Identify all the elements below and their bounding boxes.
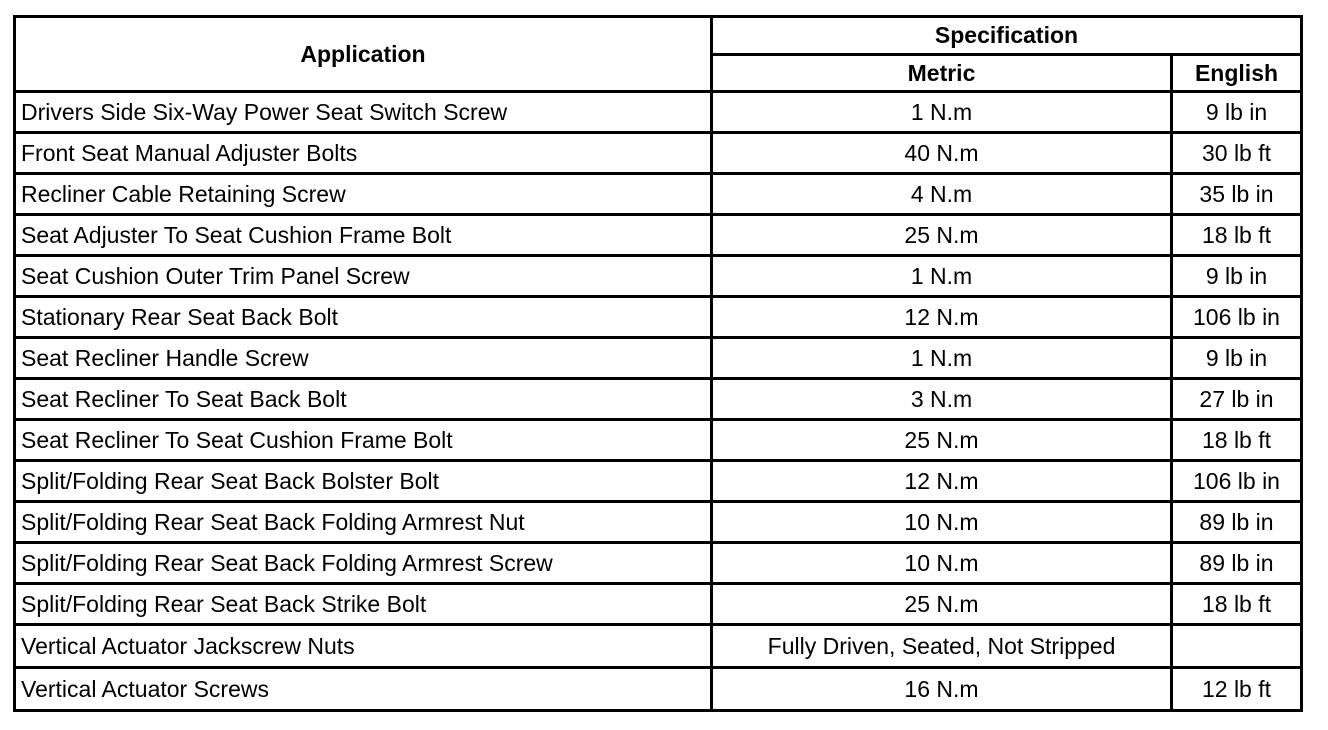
table-row [15, 297, 1302, 338]
application-cell: Front Seat Manual Adjuster Bolts [15, 133, 712, 174]
table-row [15, 502, 1302, 543]
metric-cell: 10 N.m [712, 543, 1172, 584]
application-cell: Vertical Actuator Jackscrew Nuts [15, 625, 712, 668]
table-row [15, 461, 1302, 502]
table-row [15, 543, 1302, 584]
table-row [15, 379, 1302, 420]
metric-cell: 25 N.m [712, 584, 1172, 625]
metric-cell: 40 N.m [712, 133, 1172, 174]
metric-cell: 12 N.m [712, 297, 1172, 338]
torque-spec-table [13, 15, 1303, 712]
metric-cell: 10 N.m [712, 502, 1172, 543]
application-cell: Seat Cushion Outer Trim Panel Screw [15, 256, 712, 297]
application-header: Application [15, 17, 712, 92]
english-cell: 18 lb ft [1172, 215, 1302, 256]
application-cell: Vertical Actuator Screws [15, 668, 712, 711]
english-cell: 9 lb in [1172, 92, 1302, 133]
metric-cell: 12 N.m [712, 461, 1172, 502]
application-cell: Drivers Side Six-Way Power Seat Switch Screw [15, 92, 712, 133]
table-row [15, 668, 1302, 711]
metric-cell: 16 N.m [712, 668, 1172, 711]
application-cell: Split/Folding Rear Seat Back Strike Bolt [15, 584, 712, 625]
table-row [15, 174, 1302, 215]
specification-header: Specification [712, 17, 1302, 55]
application-cell: Recliner Cable Retaining Screw [15, 174, 712, 215]
table-row [15, 420, 1302, 461]
table-row [15, 625, 1302, 668]
english-header: English [1172, 55, 1302, 92]
application-cell: Split/Folding Rear Seat Back Folding Armrest Screw [15, 543, 712, 584]
table-row [15, 256, 1302, 297]
application-cell: Seat Adjuster To Seat Cushion Frame Bolt [15, 215, 712, 256]
english-cell: 89 lb in [1172, 543, 1302, 584]
metric-cell: 1 N.m [712, 92, 1172, 133]
english-cell: 9 lb in [1172, 256, 1302, 297]
english-cell [1172, 625, 1302, 668]
metric-header: Metric [712, 55, 1172, 92]
english-cell: 89 lb in [1172, 502, 1302, 543]
metric-cell: 4 N.m [712, 174, 1172, 215]
table-row [15, 215, 1302, 256]
table-row [15, 584, 1302, 625]
application-cell: Seat Recliner To Seat Cushion Frame Bolt [15, 420, 712, 461]
metric-cell: 1 N.m [712, 256, 1172, 297]
english-cell: 18 lb ft [1172, 584, 1302, 625]
application-cell: Seat Recliner To Seat Back Bolt [15, 379, 712, 420]
metric-cell: 25 N.m [712, 420, 1172, 461]
english-cell: 106 lb in [1172, 297, 1302, 338]
table-row [15, 92, 1302, 133]
english-cell: 18 lb ft [1172, 420, 1302, 461]
metric-cell: 3 N.m [712, 379, 1172, 420]
application-cell: Split/Folding Rear Seat Back Folding Armrest Nut [15, 502, 712, 543]
table-row [15, 338, 1302, 379]
metric-cell: 1 N.m [712, 338, 1172, 379]
english-cell: 106 lb in [1172, 461, 1302, 502]
table-row [15, 133, 1302, 174]
english-cell: 9 lb in [1172, 338, 1302, 379]
english-cell: 35 lb in [1172, 174, 1302, 215]
application-cell: Seat Recliner Handle Screw [15, 338, 712, 379]
metric-cell: 25 N.m [712, 215, 1172, 256]
application-cell: Stationary Rear Seat Back Bolt [15, 297, 712, 338]
english-cell: 12 lb ft [1172, 668, 1302, 711]
english-cell: 30 lb ft [1172, 133, 1302, 174]
application-cell: Split/Folding Rear Seat Back Bolster Bolt [15, 461, 712, 502]
english-cell: 27 lb in [1172, 379, 1302, 420]
metric-cell: Fully Driven, Seated, Not Stripped [712, 625, 1172, 668]
